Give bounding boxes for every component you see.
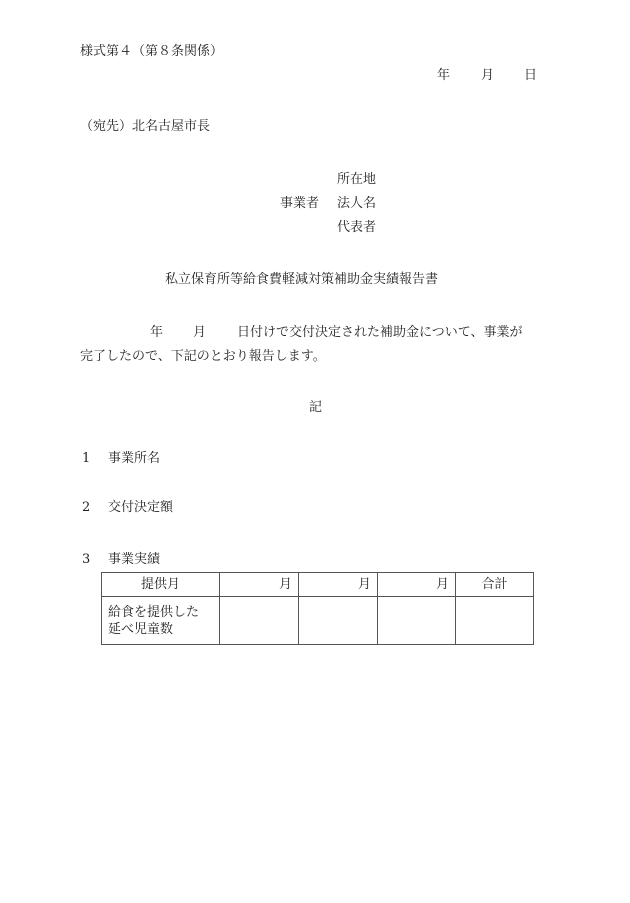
- addressee: （宛先）北名古屋市長: [80, 119, 211, 134]
- header-month-2: 月: [299, 573, 378, 597]
- applicant-corporation-label: 法人名: [337, 196, 377, 211]
- item-1-label: 事業所名: [108, 451, 161, 466]
- body-text-line2: 完了したので、下記のとおり報告します。: [80, 349, 326, 364]
- applicant-label: 事業者: [280, 196, 320, 211]
- item-3-number: 3: [82, 552, 91, 567]
- document-title: 私立保育所等給食費軽減対策補助金実績報告書: [165, 272, 439, 287]
- date-month: 月: [481, 68, 495, 83]
- applicant-representative-label: 代表者: [337, 220, 377, 235]
- form-number: 様式第４（第８条関係）: [80, 44, 224, 59]
- row-label: [102, 597, 220, 645]
- header-month-label: 提供月: [102, 573, 220, 597]
- header-total: 合計: [456, 573, 534, 597]
- row-label-line2: 延べ児童数: [108, 621, 174, 637]
- cell-total[interactable]: [456, 597, 534, 645]
- row-label-line1: 給食を提供した: [108, 604, 200, 620]
- ki-heading: 記: [309, 400, 323, 415]
- body-year: 年: [150, 325, 164, 340]
- date-year: 年: [437, 68, 451, 83]
- performance-table: [101, 572, 534, 645]
- body-text-line1: 日付けで交付決定された補助金について、事業が: [237, 325, 523, 340]
- table-header-row: [102, 573, 534, 597]
- cell-month-2[interactable]: [299, 597, 378, 645]
- cell-month-1[interactable]: [220, 597, 299, 645]
- cell-month-3[interactable]: [378, 597, 456, 645]
- body-month: 月: [193, 325, 207, 340]
- header-month-1: 月: [220, 573, 299, 597]
- applicant-address-label: 所在地: [337, 172, 377, 187]
- item-3-label: 事業実績: [108, 552, 161, 567]
- table-row: [102, 597, 534, 645]
- item-2-number: 2: [82, 500, 91, 515]
- item-2-label: 交付決定額: [108, 500, 174, 515]
- item-1-number: 1: [82, 451, 91, 466]
- date-day: 日: [524, 68, 538, 83]
- header-month-3: 月: [378, 573, 456, 597]
